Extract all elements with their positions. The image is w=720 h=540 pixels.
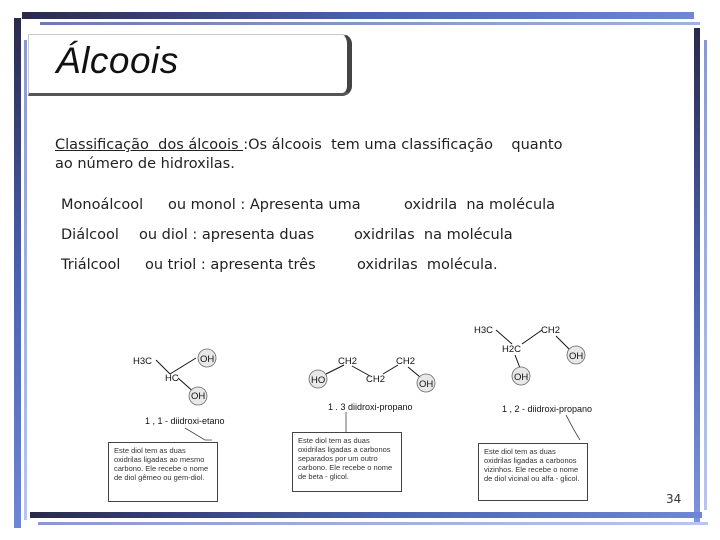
oh-label: OH [200, 354, 215, 365]
callout-beta-glicol: Este diol tem as duas oxidrilas ligadas a carbonos separados por um outro carbono. Ele recebe o nome de beta - glicol. [292, 432, 402, 492]
item-trialcool-tail: oxidrilas molécula. [357, 257, 498, 273]
h3c-label: H3C [133, 356, 153, 367]
intro-line-2: ao número de hidroxilas. [55, 156, 235, 172]
callout-pointer [185, 428, 212, 440]
bond [170, 358, 196, 374]
oh-label: OH [514, 372, 529, 383]
item-trialcool-name: Triálcool [61, 257, 121, 273]
item-dialcool-name: Diálcool [61, 227, 119, 243]
structure-gem-diol [133, 349, 225, 440]
item-monoalcool-desc: ou monol : Apresenta uma [168, 197, 361, 213]
ho-label: HO [311, 375, 326, 386]
ch2-label: CH2 [541, 325, 561, 336]
callout-gem-diol: Este diol tem as duas oxidrilas ligadas ao mesmo carbono. Ele recebe o nome de diol gêmeo ou gem-diol. [108, 442, 218, 502]
callout-alfa-glicol: Este diol tem as duas oxidrilas ligadas a carbonos vizinhos. Ele recebe o nome de diol vicinal ou alfa - glicol. [478, 443, 588, 501]
oh-label: OH [191, 391, 206, 402]
callout-pointer [566, 415, 580, 440]
structure-caption: 1 , 1 - diidroxi-etano [145, 416, 225, 426]
ch2-label: CH2 [338, 356, 358, 367]
item-monoalcool-tail: oxidrila na molécula [404, 197, 556, 213]
page-number: 34 [666, 492, 682, 506]
oh-label: OH [419, 379, 434, 390]
oh-label: OH [569, 351, 584, 362]
ch2-label: CH2 [396, 356, 416, 367]
h3c-label: H3C [474, 325, 494, 336]
bond [556, 336, 570, 350]
item-monoalcool-name: Monoálcool [61, 197, 144, 213]
item-trialcool-desc: ou triol : apresenta três [145, 257, 316, 273]
intro-line-1-rest: :Os álcoois tem uma classificação quanto [243, 137, 563, 153]
item-dialcool-desc: ou diol : apresenta duas [139, 227, 315, 243]
structure-alfa-glicol [474, 325, 592, 440]
bond [408, 367, 420, 377]
h2c-label: H2C [502, 344, 522, 355]
intro-label: Classificação dos álcoois [55, 137, 244, 153]
ch2-label: CH2 [366, 374, 386, 385]
bond [515, 355, 520, 368]
item-dialcool-tail: oxidrilas na molécula [354, 227, 513, 243]
structure-caption: 1 , 2 - diidroxi-propano [502, 404, 593, 414]
structure-beta-glicol [309, 356, 435, 432]
bond [156, 360, 170, 374]
hc-label: HC [165, 373, 179, 384]
slide-title: Álcoois [56, 40, 179, 81]
structure-caption: 1 . 3 diidroxi-propano [328, 402, 413, 412]
bond [522, 330, 542, 344]
bond [496, 330, 512, 344]
